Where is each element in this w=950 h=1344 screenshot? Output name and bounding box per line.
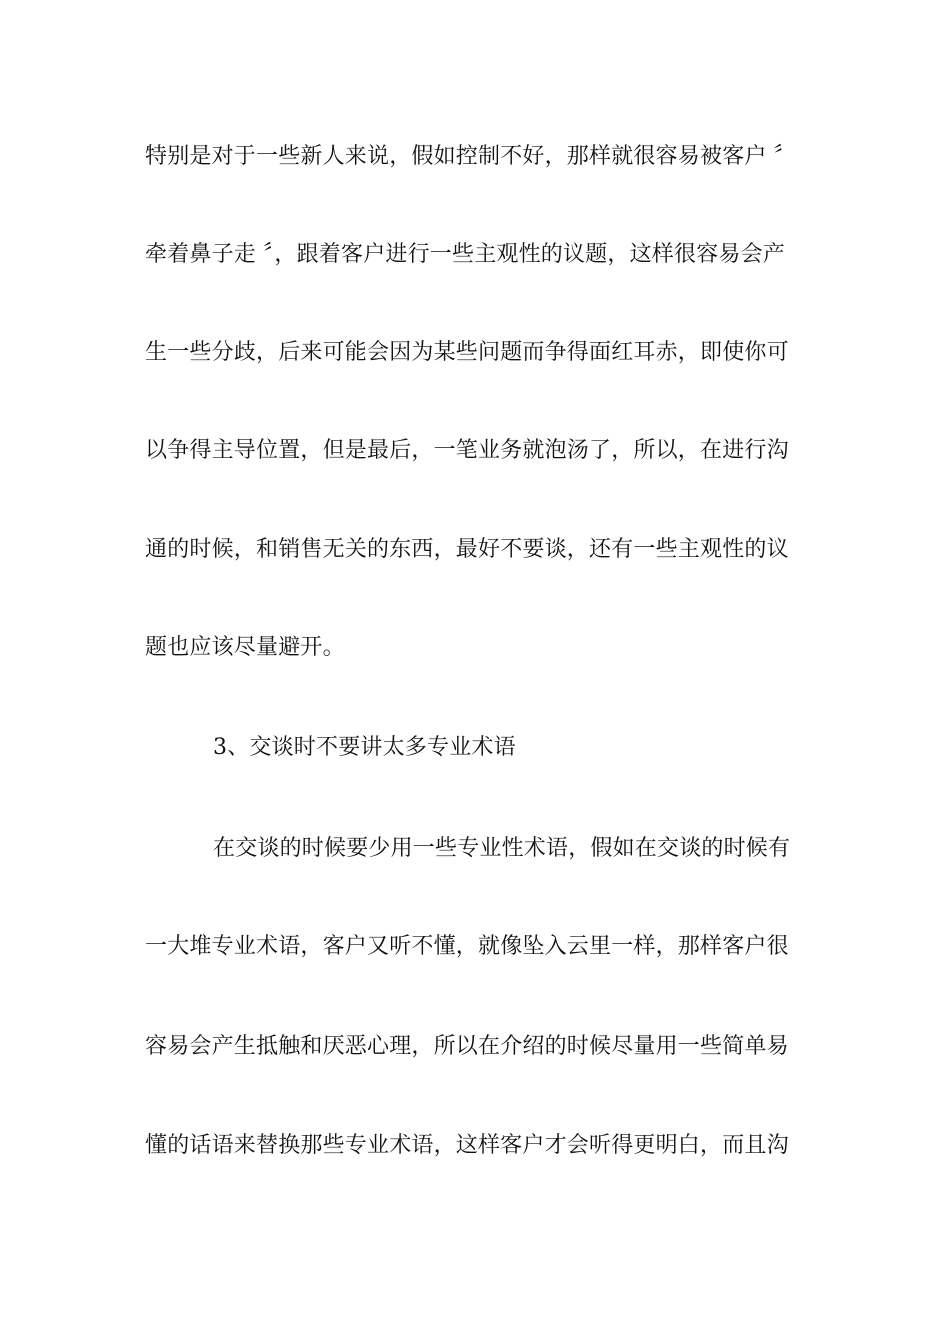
paragraph-line: 特别是对于一些新人来说，假如控制不好，那样就很容易被客户 〞	[145, 144, 796, 169]
paragraph-line: 容易会产生抵触和厌恶心理，所以在介绍的时候尽量用一些简单易	[145, 1034, 789, 1059]
paragraph-line: 懂的话语来替换那些专业术语，这样客户才会听得更明白，而且沟	[145, 1133, 789, 1158]
paragraph-line: 一大堆专业术语，客户又听不懂，就像坠入云里一样，那样客户很	[145, 934, 789, 959]
paragraph-line: 在交谈的时候要少用一些专业性术语，假如在交谈的时候有	[213, 836, 791, 861]
paragraph-line: 生一些分歧，后来可能会因为某些问题而争得面红耳赤，即使你可	[145, 340, 789, 365]
paragraph-line: 题也应该尽量避开。	[145, 635, 345, 660]
paragraph-line: 牵着鼻子走 〞，跟着客户进行一些主观性的议题，这样很容易会产	[145, 242, 785, 267]
paragraph-line: 通的时候，和销售无关的东西，最好不要谈，还有一些主观性的议	[145, 537, 789, 562]
paragraph-line: 以争得主导位置，但是最后，一笔业务就泡汤了，所以，在进行沟	[145, 438, 789, 463]
section-heading: 3、交谈时不要讲太多专业术语	[213, 735, 516, 760]
